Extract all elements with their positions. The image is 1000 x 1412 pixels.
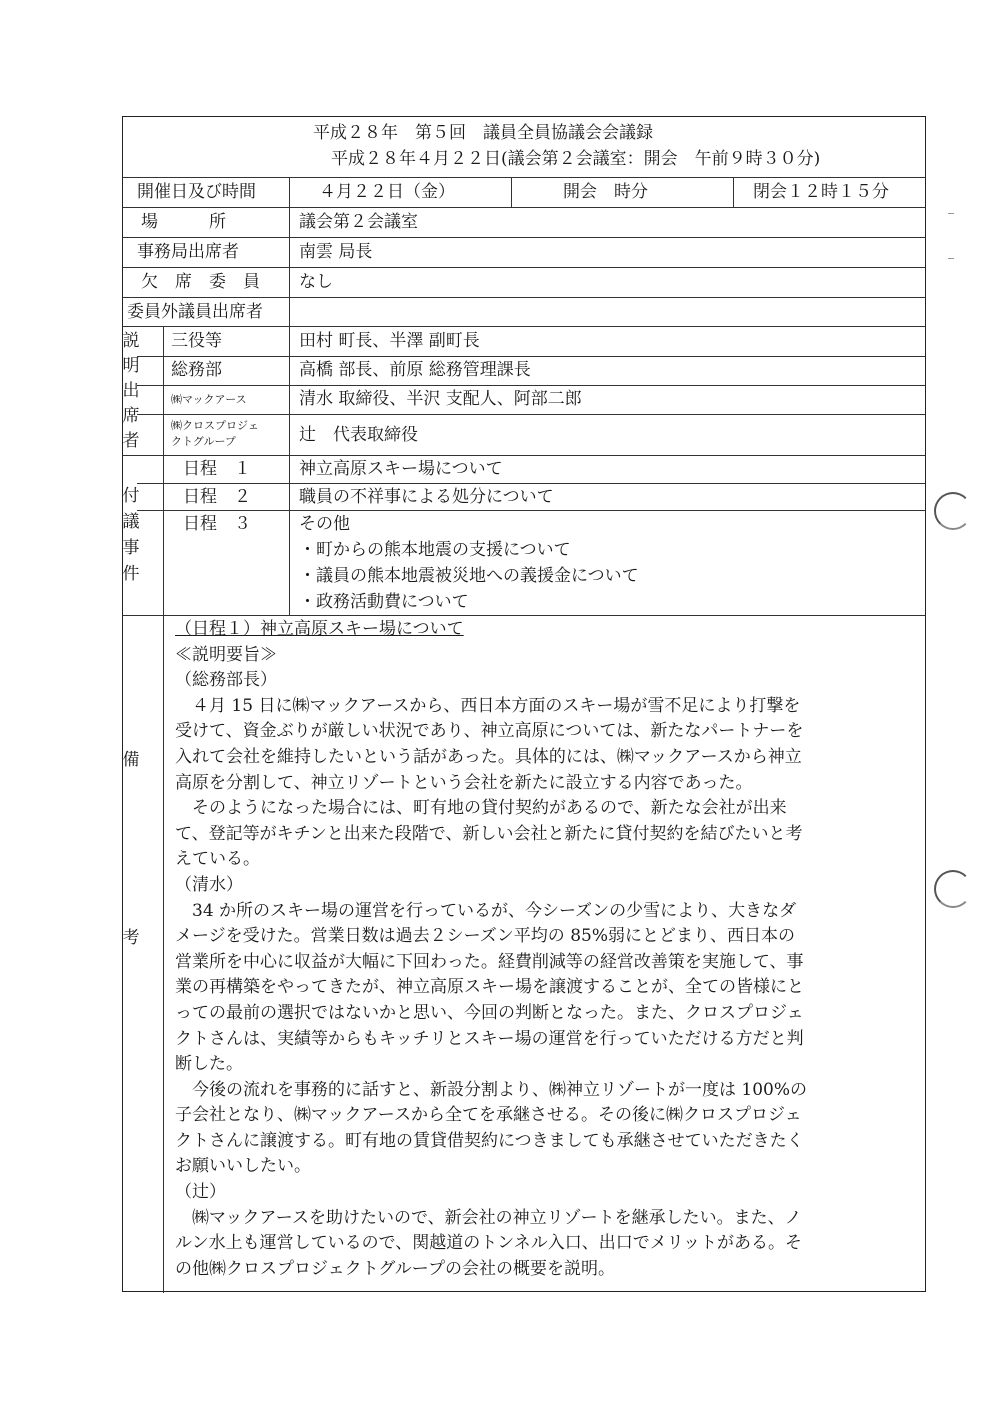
agenda-item-text: 神立高原スキー場について bbox=[299, 459, 503, 479]
attendee-names: 辻 代表取締役 bbox=[299, 425, 418, 445]
date-value: ４月２２日（金） bbox=[319, 182, 455, 202]
remarks-line: クトさんは、実績等からもキッチリとスキー場の運営を行っていただける方だと判 bbox=[175, 1028, 804, 1049]
attendee-names: 田村 町長、半澤 副町長 bbox=[299, 331, 480, 351]
agenda-item-no: 日程 １ bbox=[183, 459, 251, 479]
remarks-line: （辻） bbox=[175, 1182, 226, 1203]
punch-hole-icon bbox=[934, 870, 972, 908]
remarks-line: 営業所を中心に収益が大幅に下回わった。経費削減等の経営改善策を実施して、事 bbox=[175, 951, 804, 972]
agenda-item-text: その他 bbox=[299, 514, 350, 534]
remarks-heading: （日程１）神立高原スキー場について bbox=[175, 619, 464, 639]
remarks-line: 業の再構築をやってきたが、神立高原スキー場を譲渡することが、全ての皆様にと bbox=[175, 977, 804, 998]
remarks-line: 高原を分割して、神立リゾートという会社を新たに設立する内容であった。 bbox=[175, 772, 753, 793]
remarks-line: っての最前の選択ではないかと思い、今回の判断となった。また、クロスプロジェ bbox=[175, 1002, 804, 1023]
remarks-line: クトさんに譲渡する。町有地の賃貸借契約につきましても承継させていただきたく bbox=[175, 1130, 804, 1151]
remarks-line: メージを受けた。営業日数は過去２シーズン平均の 85%弱にとどまり、西日本の bbox=[175, 926, 795, 947]
remarks-body bbox=[175, 617, 923, 1282]
margin-mark bbox=[948, 258, 954, 259]
remarks-line: ㈱マックアースを助けたいので、新会社の神立リゾートを継承したい。また、ノ bbox=[175, 1207, 802, 1228]
remarks-line: （清水） bbox=[175, 874, 243, 895]
open-time: 開会 時分 bbox=[563, 182, 648, 202]
punch-hole-icon bbox=[934, 492, 972, 530]
remarks-line: 今後の流れを事務的に話すと、新設分割より、㈱神立リゾートが一度は 100%の bbox=[175, 1079, 808, 1100]
attendee-org-line2: クトグループ bbox=[171, 435, 236, 448]
outside-members-label: 委員外議員出席者 bbox=[127, 302, 263, 322]
secretariat-value: 南雲 局長 bbox=[299, 242, 373, 262]
secretariat-label: 事務局出席者 bbox=[137, 242, 239, 262]
agenda-sub-item: ・町からの熊本地震の支援について bbox=[299, 540, 571, 560]
remarks-label-2: 考 bbox=[122, 928, 140, 948]
attendee-names: 高橋 部長、前原 総務管理課長 bbox=[299, 360, 531, 380]
attendee-org-line1: ㈱クロスプロジェ bbox=[171, 419, 259, 432]
place-value: 議会第２会議室 bbox=[299, 212, 418, 232]
remarks-line: ≪説明要旨≫ bbox=[175, 644, 277, 665]
agenda-sub-item: ・議員の熊本地震被災地への義援金について bbox=[299, 566, 639, 586]
margin-mark bbox=[948, 213, 954, 214]
remarks-line: て、登記等がキチンと出来た段階で、新しい会社と新たに貸付契約を結びたいと考 bbox=[175, 823, 803, 844]
agenda-item-no: 日程 ２ bbox=[183, 487, 251, 507]
remarks-line: 受けて、資金ぶりが厳しい状況であり、神立高原については、新たなパートナーを bbox=[175, 721, 804, 742]
document-subtitle: 平成２８年４月２２日(議会第２会議室：開会 午前９時３０分) bbox=[331, 149, 821, 169]
attendee-org: 三役等 bbox=[171, 331, 222, 351]
remarks-label-1: 備 bbox=[122, 750, 140, 770]
remarks-line: そのようになった場合には、町有地の貸付契約があるので、新たな会社が出来 bbox=[175, 798, 787, 819]
agenda-item-text: 職員の不祥事による処分について bbox=[299, 487, 554, 507]
remarks-line: 入れて会社を維持したいという話があった。具体的には、㈱マックアースから神立 bbox=[175, 746, 802, 767]
remarks-line: えている。 bbox=[175, 849, 260, 870]
remarks-line: ４月 15 日に㈱マックアースから、西日本方面のスキー場が雪不足により打撃を bbox=[175, 695, 801, 716]
date-label: 開催日及び時間 bbox=[137, 182, 256, 202]
remarks-line: 34 か所のスキー場の運営を行っているが、今シーズンの少雪により、大きなダ bbox=[175, 900, 797, 921]
attendee-names: 清水 取締役、半沢 支配人、阿部二郎 bbox=[299, 389, 582, 409]
close-time: 閉会１２時１５分 bbox=[753, 182, 889, 202]
remarks-line: お願いいしたい。 bbox=[175, 1156, 311, 1177]
absent-value: なし bbox=[299, 272, 333, 292]
attendee-org: ㈱マックアース bbox=[171, 393, 247, 406]
attendee-org: 総務部 bbox=[171, 360, 222, 380]
remarks-line: （総務部長） bbox=[175, 670, 277, 691]
place-label: 場 所 bbox=[141, 212, 226, 232]
document-title: 平成２８年 第５回 議員全員協議会会議録 bbox=[313, 123, 653, 143]
remarks-line: 子会社となり、㈱マックアースから全てを承継させる。その後に㈱クロスプロジェ bbox=[175, 1105, 802, 1126]
agenda-sub-item: ・政務活動費について bbox=[299, 592, 469, 612]
remarks-line: の他㈱クロスプロジェクトグループの会社の概要を説明。 bbox=[175, 1258, 615, 1279]
agenda-item-no: 日程 ３ bbox=[183, 514, 251, 534]
minutes-sheet: 平成２８年 第５回 議員全員協議会会議録 平成２８年４月２２日(議会第２会議室：開会 午前９時３０分) 開催日及び時間 ４月２２日（金） 開会 時分 閉会１２時１５分 場 所 議会第２会議室 事務局出席者 南雲 局長 欠 席 委 員 なし 委員外議員出席者 説 明 出 席 者 三役等 田村 町長、半澤 副町長 総務部 高橋 部長、前原 総務管理課長 ㈱マックアース 清水 取締役、半沢 支配人、阿部二郎 ㈱クロスプロジェ クトグループ 辻 代表取締役 付 議 事 件 日程 １ 神立高原スキー場について 日程 ２ 職員の不祥事による処分について 日程 ３ その他 ・町からの熊本地震の支援について ・議員の熊本地震被災地への義援金について ・政務活動費について 備 考 （日程１）神立高原スキー場について ≪説明要旨≫ （総務部長） ４月 15 日に㈱マックアースから、西日本方面のスキー場が雪不足により打撃を 受けて、資金ぶりが厳しい状況であり、神立高原については、新たなパートナーを 入れて会社を維持したいという話があった。具体的には、㈱マックアースから神立 高原を分割して、神立リゾートという会社を新たに設立する内容であった。 そのようになった場合には、町有地の貸付契約があるので、新たな会社が出来 て、登記等がキチンと出来た段階で、新しい会社と新たに貸付契約を結びたいと考 えている。 （清水） 34 か所のスキー場の運営を行っているが、今シーズンの少雪により、大きなダ メージを受けた。営業日数は過去２シーズン平均の 85%弱にとどまり、西日本の 営業所を中心に収益が大幅に下回わった。経費削減等の経営改善策を実施して、事 業の再構築をやってきたが、神立高原スキー場を譲渡することが、全ての皆様にと っての最前の選択ではないかと思い、今回の判断となった。また、クロスプロジェ クトさんは、実績等からもキッチリとスキー場の運営を行っていただける方だと判 断した。 今後の流れを事務的に話すと、新設分割より、㈱神立リゾートが一度は 100%の 子会社となり、㈱マックアースから全てを承継させる。その後に㈱クロスプロジェ クトさんに譲渡する。町有地の賃貸借契約につきましても承継させていただきたく お願いいしたい。 （辻） ㈱マックアースを助けたいので、新会社の神立リゾートを継承したい。また、ノ ルン水上も運営しているので、関越道のトンネル入口、出口でメリットがある。そ の他㈱クロスプロジェクトグループの会社の概要を説明。 bbox=[122, 116, 926, 1292]
remarks-line: 断した。 bbox=[175, 1054, 243, 1075]
absent-label: 欠 席 委 員 bbox=[141, 272, 260, 292]
remarks-line: ルン水上も運営しているので、関越道のトンネル入口、出口でメリットがある。そ bbox=[175, 1233, 803, 1254]
